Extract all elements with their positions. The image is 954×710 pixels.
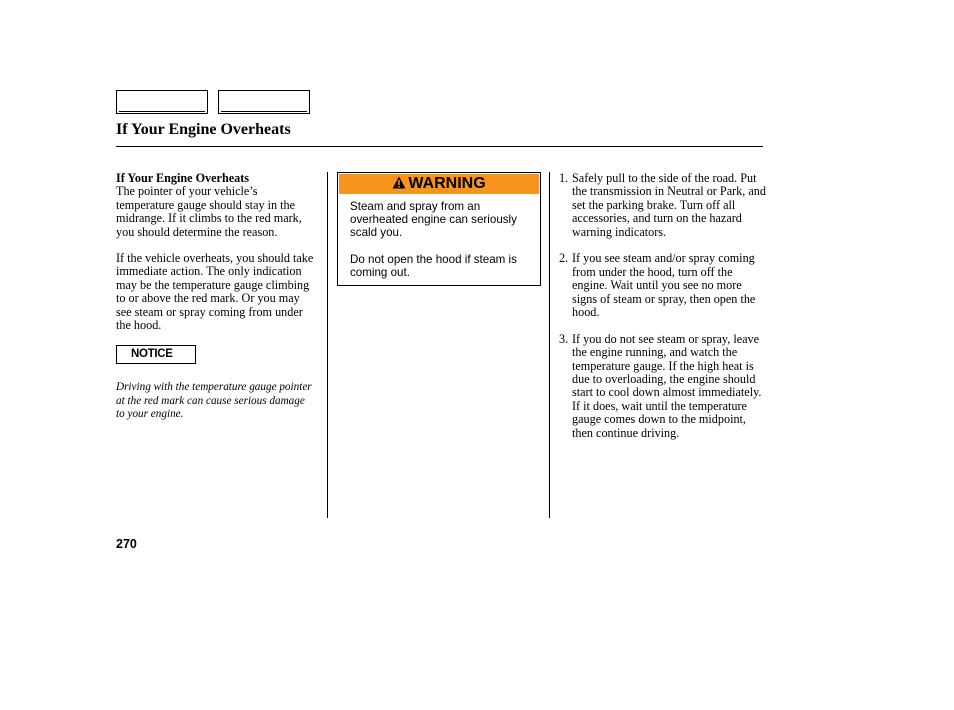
intro-paragraph: The pointer of your vehicle’s temperature gauge should stay in the midrange. If it climbs to the red mark, you should determine the reason. [116,184,302,239]
warning-triangle-icon [392,175,406,195]
step-item [559,172,769,239]
step-item [559,333,769,440]
warning-body [338,195,540,279]
nav-box-contents[interactable] [116,90,208,114]
step-item [559,252,769,319]
step-number: 1. [559,171,569,185]
step-text: If you do not see steam or spray, leave the engine running, and watch the temperature gauge. If the high heat is due to overloading, the engine should start to cool down almost immediately. If it does, wait until the temperature gauge comes down to the midpoint, then continue driving. [572,331,762,440]
warning-box [337,172,541,286]
warning-label: WARNING [408,175,486,192]
notice-text: Driving with the temperature gauge pointer at the red mark can cause serious damage to your engine. [116,381,312,420]
step-text: If you see steam and/or spray coming from under the hood, turn off the engine. Wait until you see no more signs of steam or spray, then open the hood. [572,251,756,320]
warning-text-hood: Do not open the hood if steam is coming out. [350,252,517,279]
warning-text-scald: Steam and spray from an overheated engine can seriously scald you. [350,200,517,240]
title-divider [116,146,763,147]
nav-box-index[interactable] [218,90,310,114]
notice-badge: NOTICE [116,345,196,364]
section-subheading: If Your Engine Overheats [116,171,250,185]
step-text: Safely pull to the side of the road. Put the transmission in Neutral or Park, and set the parking brake. Turn off all accessories, and turn on the hazard warning indicators. [572,171,766,239]
warning-header [339,174,539,194]
overheat-paragraph: If the vehicle overheats, you should take immediate action. The only indication may be the temperature gauge climbing to or above the red mark. Or you may see steam or spray coming from under the hood. [116,251,314,333]
left-column [116,172,316,421]
page-number: 270 [116,537,137,551]
step-number: 3. [559,331,569,346]
steps-column [559,172,769,453]
column-divider-right [549,172,550,518]
step-number: 2. [559,251,569,266]
column-divider-left [327,172,328,518]
page-title: If Your Engine Overheats [116,121,291,138]
